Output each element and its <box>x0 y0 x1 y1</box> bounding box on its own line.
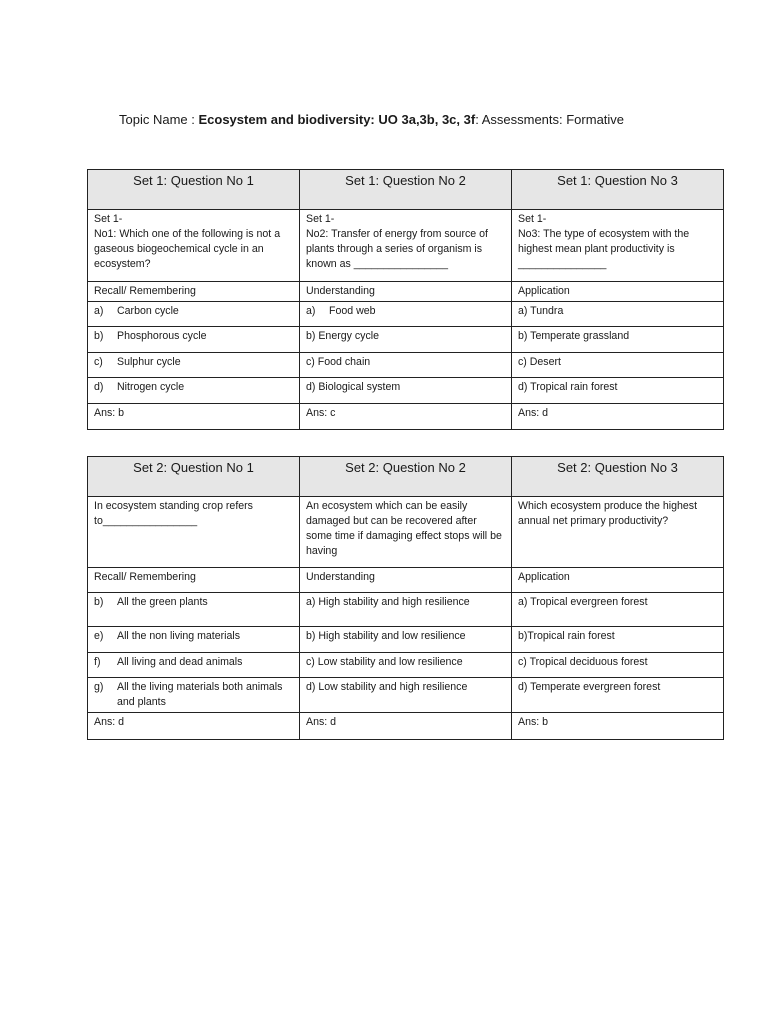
set1-q3-text: No3: The type of ecosystem with the highest mean plant productivity is _______________ <box>518 228 690 270</box>
set1-q1-option-a <box>88 302 300 327</box>
set1-question-2 <box>300 210 512 282</box>
set1-q2-option-b: b) Energy cycle <box>300 327 512 353</box>
set1-q2-text: No2: Transfer of energy from source of plants through a series of organism is known as ________________ <box>306 228 488 270</box>
set2-q2-option-c: c) Low stability and low resilience <box>300 653 512 678</box>
set1-q2-option-c: c) Food chain <box>300 353 512 378</box>
option-letter: e) <box>94 630 104 642</box>
set1-q1-set-label: Set 1- <box>94 213 123 225</box>
set1-answer-3: Ans: d <box>512 404 724 430</box>
set2-level-3: Application <box>512 568 724 593</box>
set1-answer-2: Ans: c <box>300 404 512 430</box>
set1-q3-option-b: b) Temperate grassland <box>512 327 724 353</box>
set2-q2-option-b: b) High stability and low resilience <box>300 627 512 653</box>
option-text: Sulphur cycle <box>117 356 181 368</box>
set2-header-q2: Set 2: Question No 2 <box>300 457 512 497</box>
set2-q3-option-b: b)Tropical rain forest <box>512 627 724 653</box>
set2-question-1: In ecosystem standing crop refers to________________ <box>88 497 300 568</box>
option-letter: b) <box>94 596 104 608</box>
set2-answer-3: Ans: b <box>512 713 724 740</box>
option-text: Nitrogen cycle <box>117 381 185 393</box>
set1-q3-option-a: a) Tundra <box>512 302 724 327</box>
set2-answer-2: Ans: d <box>300 713 512 740</box>
set1-q1-text: No1: Which one of the following is not a gaseous biogeochemical cycle in an ecosystem? <box>94 228 281 270</box>
set1-level-3: Application <box>512 282 724 302</box>
set2-answer-1: Ans: d <box>88 713 300 740</box>
set1-header-q2: Set 1: Question No 2 <box>300 170 512 210</box>
set2-q3-option-c: c) Tropical deciduous forest <box>512 653 724 678</box>
set2-q1-option-g <box>88 678 300 713</box>
title-topic: Ecosystem and biodiversity: UO 3a,3b, 3c, 3f <box>198 112 476 127</box>
set1-header-q3: Set 1: Question No 3 <box>512 170 724 210</box>
option-text: All living and dead animals <box>117 656 243 668</box>
set1-q2-set-label: Set 1- <box>306 213 335 225</box>
set1-level-2: Understanding <box>300 282 512 302</box>
set1-header-q1: Set 1: Question No 1 <box>88 170 300 210</box>
set2-level-2: Understanding <box>300 568 512 593</box>
option-text: All the green plants <box>117 596 208 608</box>
set2-table <box>87 456 724 740</box>
option-text: Carbon cycle <box>117 305 179 317</box>
set1-question-1 <box>88 210 300 282</box>
option-text: All the living materials both animals and plants <box>117 681 283 708</box>
option-letter: a) <box>306 305 316 317</box>
set2-q1-option-e <box>88 627 300 653</box>
set1-question-3 <box>512 210 724 282</box>
set1-q1-option-b <box>88 327 300 353</box>
option-text: Phosphorous cycle <box>117 330 207 342</box>
option-letter: c) <box>94 356 103 368</box>
set2-q3-option-a: a) Tropical evergreen forest <box>512 593 724 627</box>
page-title <box>119 112 624 127</box>
set2-q2-option-d: d) Low stability and high resilience <box>300 678 512 713</box>
set1-q1-option-c <box>88 353 300 378</box>
option-letter: f) <box>94 656 101 668</box>
option-letter: g) <box>94 681 104 693</box>
set1-answer-1: Ans: b <box>88 404 300 430</box>
set1-q2-option-a <box>300 302 512 327</box>
option-text: Food web <box>329 305 376 317</box>
option-text: All the non living materials <box>117 630 241 642</box>
set2-level-1: Recall/ Remembering <box>88 568 300 593</box>
option-letter: a) <box>94 305 104 317</box>
set1-table <box>87 169 724 430</box>
set2-q3-option-d: d) Temperate evergreen forest <box>512 678 724 713</box>
set1-q3-option-d: d) Tropical rain forest <box>512 378 724 404</box>
set1-q3-set-label: Set 1- <box>518 213 547 225</box>
set2-header-q1: Set 2: Question No 1 <box>88 457 300 497</box>
set2-question-3: Which ecosystem produce the highest annual net primary productivity? <box>512 497 724 568</box>
set2-q2-option-a: a) High stability and high resilience <box>300 593 512 627</box>
set1-q2-option-d: d) Biological system <box>300 378 512 404</box>
option-letter: d) <box>94 381 104 393</box>
set1-q1-option-d <box>88 378 300 404</box>
option-letter: b) <box>94 330 104 342</box>
title-suffix: : Assessments: Formative <box>475 112 625 127</box>
title-prefix: Topic Name : <box>119 112 199 127</box>
set2-header-q3: Set 2: Question No 3 <box>512 457 724 497</box>
set2-q1-option-f <box>88 653 300 678</box>
set2-question-2: An ecosystem which can be easily damaged but can be recovered after some time if damaging effect stops will be having <box>300 497 512 568</box>
set2-q1-option-b <box>88 593 300 627</box>
set1-level-1: Recall/ Remembering <box>88 282 300 302</box>
set1-q3-option-c: c) Desert <box>512 353 724 378</box>
